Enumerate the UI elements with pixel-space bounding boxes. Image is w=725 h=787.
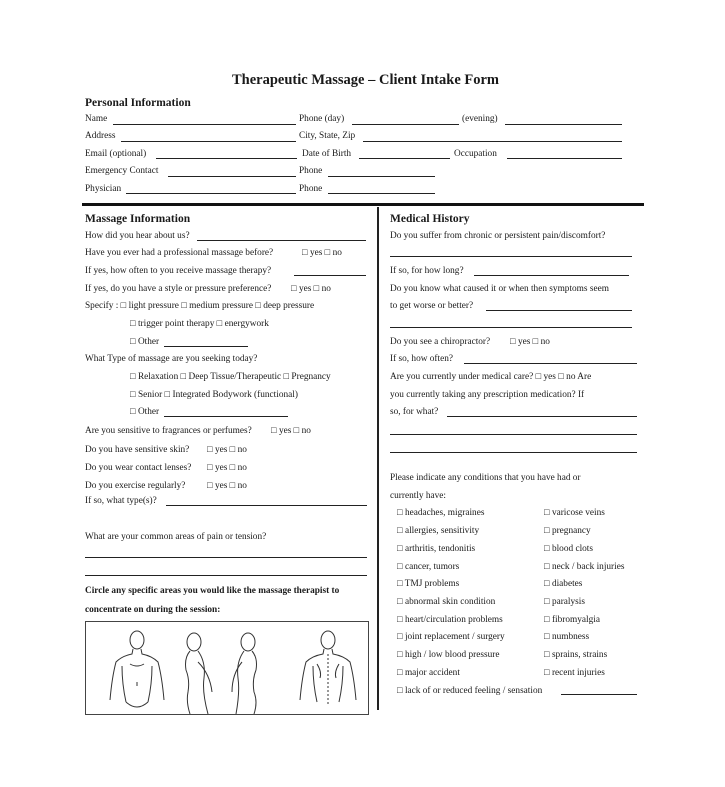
condition-checkbox[interactable]: □ neck / back injuries (544, 562, 625, 572)
q-contact-lenses: Do you wear contact lenses? (85, 463, 192, 473)
chiropractor-options[interactable]: □ yes □ no (510, 337, 550, 347)
massage-type-options-1[interactable]: □ Relaxation □ Deep Tissue/Therapeutic □ Pregnancy (130, 372, 331, 382)
sensitive-skin-options[interactable]: □ yes □ no (207, 445, 247, 455)
city-state-zip-field[interactable] (363, 141, 622, 142)
hear-about-field[interactable] (197, 240, 366, 241)
occupation-label: Occupation (454, 149, 497, 159)
condition-checkbox[interactable]: □ high / low blood pressure (397, 650, 500, 660)
cause-field-1[interactable] (486, 310, 632, 311)
condition-checkbox[interactable]: □ joint replacement / surgery (397, 632, 505, 642)
condition-checkbox[interactable]: □ TMJ problems (397, 579, 460, 589)
column-divider (377, 207, 379, 710)
emergency-contact-label: Emergency Contact (85, 166, 159, 176)
q-how-long: If so, for how long? (390, 266, 464, 276)
condition-checkbox[interactable]: □ sprains, strains (544, 650, 608, 660)
condition-checkbox[interactable]: □ arthritis, tendonitis (397, 544, 476, 554)
q-massage-type: What Type of massage are you seeking today? (85, 354, 258, 364)
sensation-field[interactable] (561, 694, 637, 695)
physician-field[interactable] (126, 193, 296, 194)
q-hear-about: How did you hear about us? (85, 231, 190, 241)
section-divider (82, 203, 644, 206)
condition-checkbox[interactable]: □ blood clots (544, 544, 593, 554)
condition-checkbox[interactable]: □ fibromyalgia (544, 615, 600, 625)
condition-checkbox[interactable]: □ paralysis (544, 597, 585, 607)
city-state-zip-label: City, State, Zip (299, 131, 356, 141)
for-what-field-2[interactable] (390, 434, 637, 435)
condition-checkbox[interactable]: □ numbness (544, 632, 590, 642)
emergency-contact-field[interactable] (168, 176, 296, 177)
phone-day-label: Phone (day) (299, 114, 345, 124)
circle-instruction-line-2: concentrate on during the session: (85, 605, 221, 615)
phone-evening-field[interactable] (505, 124, 622, 125)
q-pain-areas: What are your common areas of pain or tension? (85, 532, 267, 542)
q-medical-care[interactable]: Are you currently under medical care? □ yes □ no Are (390, 372, 592, 382)
condition-checkbox[interactable]: □ allergies, sensitivity (397, 526, 480, 536)
personal-heading: Personal Information (85, 97, 191, 109)
condition-checkbox[interactable]: □ varicose veins (544, 508, 605, 518)
circle-instruction-line-1: Circle any specific areas you would like the massage therapist to (85, 586, 340, 596)
style-preference-options[interactable]: □ yes □ no (291, 284, 331, 294)
body-figure-side-right[interactable] (232, 633, 257, 714)
q-exercise: Do you exercise regularly? (85, 481, 186, 491)
condition-checkbox[interactable]: □ lack of or reduced feeling / sensation (397, 686, 543, 696)
specify-other-field[interactable] (164, 346, 248, 347)
specify-pressure-options[interactable]: Specify : □ light pressure □ medium pressure □ deep pressure (85, 301, 315, 311)
body-diagram[interactable] (85, 621, 369, 715)
emergency-phone-field[interactable] (328, 176, 435, 177)
dob-field[interactable] (359, 158, 450, 159)
q-fragrance: Are you sensitive to fragrances or perfumes? (85, 426, 252, 436)
address-label: Address (85, 131, 116, 141)
condition-checkbox[interactable]: □ pregnancy (544, 526, 591, 536)
name-field[interactable] (113, 124, 296, 125)
q-cause-line-2: to get worse or better? (390, 301, 474, 311)
contact-lenses-options[interactable]: □ yes □ no (207, 463, 247, 473)
q-chronic-pain: Do you suffer from chronic or persistent pain/discomfort? (390, 231, 606, 241)
q-prescription: you currently taking any prescription medication? If (390, 390, 585, 400)
q-chiro-how-often: If so, how often? (390, 354, 453, 364)
physician-label: Physician (85, 184, 122, 194)
q-how-often: If yes, how often to you receive massage therapy? (85, 266, 272, 276)
q-cause-line-1: Do you know what caused it or when then symptoms seem (390, 284, 609, 294)
q-exercise-type: If so, what type(s)? (85, 496, 157, 506)
cause-field-2[interactable] (390, 327, 632, 328)
massage-type-other-field[interactable] (164, 416, 288, 417)
medical-heading: Medical History (390, 213, 470, 225)
pain-areas-field-2[interactable] (85, 575, 367, 576)
email-field[interactable] (156, 158, 297, 159)
condition-checkbox[interactable]: □ recent injuries (544, 668, 605, 678)
how-often-field[interactable] (294, 275, 366, 276)
massage-before-options[interactable]: □ yes □ no (302, 248, 342, 258)
pain-areas-field-1[interactable] (85, 557, 367, 558)
condition-checkbox[interactable]: □ heart/circulation problems (397, 615, 503, 625)
massage-type-options-2[interactable]: □ Senior □ Integrated Bodywork (functional) (130, 390, 298, 400)
name-label: Name (85, 114, 108, 124)
conditions-instruction-1: Please indicate any conditions that you have had or (390, 473, 581, 483)
q-sensitive-skin: Do you have sensitive skin? (85, 445, 190, 455)
exercise-type-field[interactable] (166, 505, 367, 506)
condition-checkbox[interactable]: □ major accident (397, 668, 460, 678)
condition-checkbox[interactable]: □ cancer, tumors (397, 562, 460, 572)
q-for-what: so, for what? (390, 407, 439, 417)
fragrance-options[interactable]: □ yes □ no (271, 426, 311, 436)
chronic-pain-field[interactable] (390, 256, 632, 257)
dob-label: Date of Birth (302, 149, 352, 159)
massage-heading: Massage Information (85, 213, 191, 225)
how-long-field[interactable] (474, 275, 629, 276)
physician-phone-label: Phone (299, 184, 323, 194)
conditions-instruction-2: currently have: (390, 491, 447, 501)
massage-type-other-option[interactable]: □ Other (130, 407, 160, 417)
for-what-field-1[interactable] (447, 416, 637, 417)
body-figure-front[interactable] (110, 631, 164, 707)
condition-checkbox[interactable]: □ headaches, migraines (397, 508, 485, 518)
emergency-phone-label: Phone (299, 166, 323, 176)
page-title: Therapeutic Massage – Client Intake Form (232, 72, 500, 88)
chiro-how-often-field[interactable] (464, 363, 637, 364)
body-figure-side[interactable] (186, 633, 213, 714)
phone-evening-label: (evening) (462, 114, 498, 124)
physician-phone-field[interactable] (328, 193, 435, 194)
exercise-options[interactable]: □ yes □ no (207, 481, 247, 491)
q-massage-before: Have you ever had a professional massage before? (85, 248, 274, 258)
address-field[interactable] (121, 141, 296, 142)
occupation-field[interactable] (507, 158, 622, 159)
q-chiropractor: Do you see a chiropractor? (390, 337, 491, 347)
email-label: Email (optional) (85, 149, 147, 159)
for-what-field-3[interactable] (390, 452, 637, 453)
specify-other-option[interactable]: □ Other (130, 337, 160, 347)
condition-checkbox[interactable]: □ abnormal skin condition (397, 597, 496, 607)
condition-checkbox[interactable]: □ diabetes (544, 579, 583, 589)
body-figure-back[interactable] (300, 631, 356, 704)
phone-day-field[interactable] (352, 124, 459, 125)
specify-therapy-options[interactable]: □ trigger point therapy □ energywork (130, 319, 269, 329)
q-style-preference: If yes, do you have a style or pressure preference? (85, 284, 272, 294)
